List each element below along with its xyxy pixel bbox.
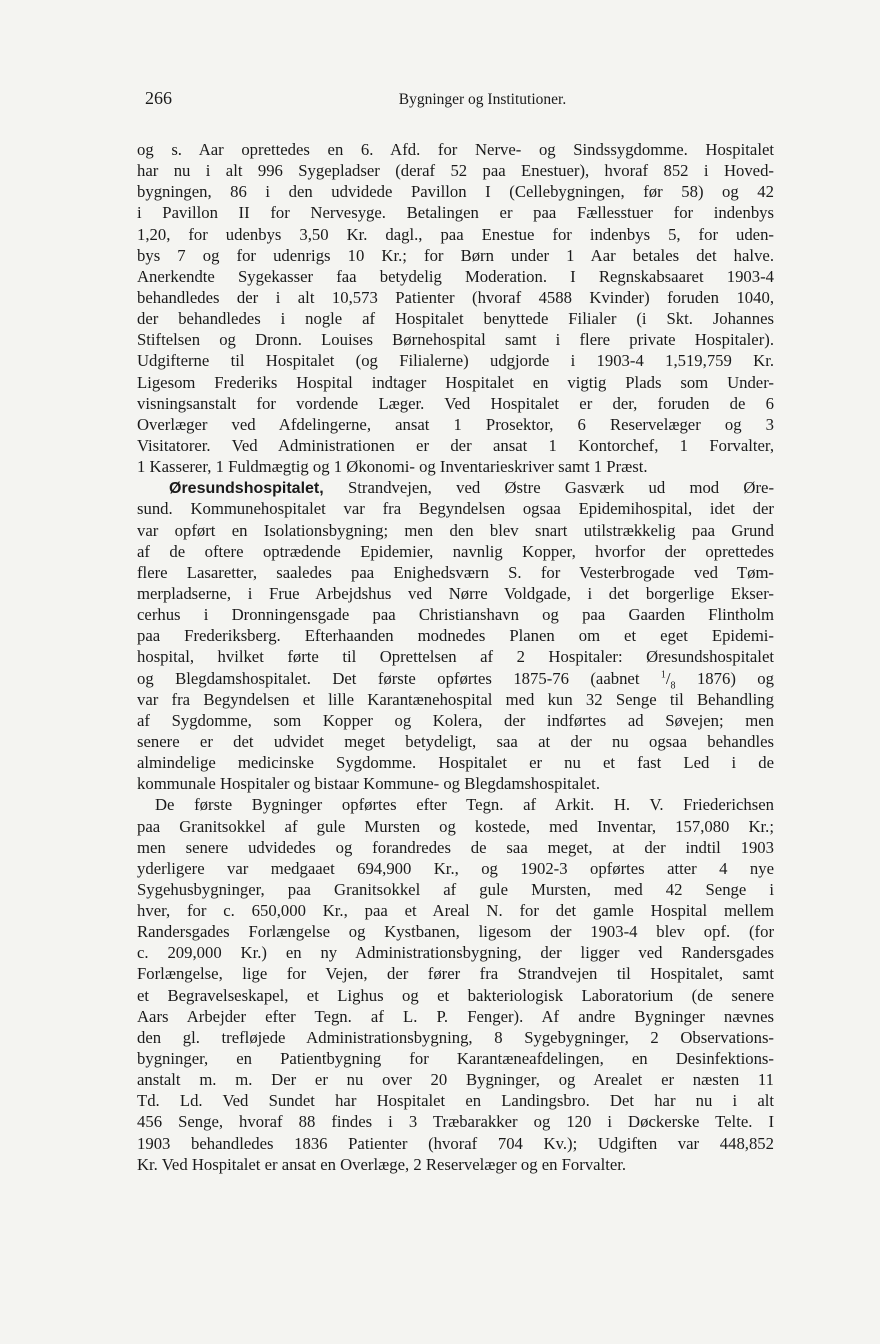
text-line: Stiftelsen og Dronn. Louises Børnehospital samt i flere private Hospitaler). [137, 330, 774, 350]
text-line: Randersgades Forlængelse og Kystbanen, ligesom der 1903-4 blev opf. (for [137, 922, 774, 942]
heading-line-rest: Strandvejen, ved Østre Gasværk ud mod Øre- [323, 478, 774, 498]
line-part: og Blegdamshospitalet. Det første opførtes 1875-76 (aabnet [137, 668, 661, 688]
paragraph-oresundshospitalet [137, 477, 774, 794]
text-line: i Pavillon II for Nervesyge. Betalingen er paa Fællesstuer for indenbys [137, 203, 774, 223]
text-line: kommunale Hospitaler og bistaar Kommune- og Blegdamshospitalet. [137, 774, 600, 794]
paragraph-buildings [137, 794, 774, 1175]
text-line: Kr. Ved Hospitalet er ansat en Overlæge, 2 Reservelæger og en Forvalter. [137, 1154, 627, 1174]
text-line: har nu i alt 996 Sygepladser (deraf 52 paa Enestuer), hvoraf 852 i Hoved- [137, 161, 774, 181]
page-header [145, 88, 780, 112]
text-line: Anerkendte Sygekasser faa betydelig Moderation. I Regnskabsaaret 1903-4 [137, 266, 774, 286]
text-line: var opført en Isolationsbygning; men den blev snart utilstrækkelig paa Grund [137, 520, 774, 540]
text-line: cerhus i Dronningensgade paa Christianshavn og paa Gaarden Flintholm [137, 605, 774, 625]
text-line: Ligesom Frederiks Hospital indtager Hospitalet en vigtig Plads som Under- [137, 372, 774, 392]
text-line: Aars Arbejder efter Tegn. af L. P. Fenger). Af andre Bygninger nævnes [137, 1006, 774, 1026]
text-line: paa Granitsokkel af gule Mursten og kostede, med Inventar, 157,080 Kr.; [137, 816, 774, 836]
text-line: Visitatorer. Ved Administrationen er der ansat 1 Kontorchef, 1 Forvalter, [137, 435, 774, 455]
page-number: 266 [145, 88, 172, 108]
text-line: den gl. trefløjede Administrationsbygning, 8 Sygebygninger, 2 Observations- [137, 1027, 774, 1047]
text-line: senere er det udvidet meget betydeligt, saa at der nu ogsaa behandles [137, 731, 774, 751]
text-line: og Blegdamshospitalet. Det første opførtes 1875-76 (aabnet $^1/_8$ 1876) og [137, 668, 774, 691]
text-line: bygninger, en Patientbygning for Karantæneafdelingen, en Desinfektions- [137, 1049, 774, 1069]
text-line: og s. Aar oprettedes en 6. Afd. for Nerve- og Sindssygdomme. Hospitalet [137, 140, 774, 159]
text-line: De første Bygninger opførtes efter Tegn. af Arkit. H. V. Friederichsen [155, 795, 774, 815]
text-line: 1,20, for udenbys 3,50 Kr. dagl., paa Enestue for indenbys 5, for uden- [137, 224, 774, 244]
text-line: merpladserne, i Frue Arbejdshus ved Nørre Voldgade, i det borgerlige Ekser- [137, 583, 774, 603]
text-line: af Sygdomme, som Kopper og Kolera, der indførtes ad Søvejen; men [137, 710, 774, 730]
fraction-denominator: 8 [670, 679, 676, 691]
text-line: var fra Begyndelsen et lille Karantænehospital med kun 32 Senge til Behandling [137, 689, 774, 709]
text-line: 456 Senge, hvoraf 88 findes i 3 Træbarakker og 120 i Døckerske Telte. I [137, 1112, 774, 1132]
text-line: Td. Ld. Ved Sundet har Hospitalet en Landingsbro. Det har nu i alt [137, 1091, 774, 1111]
text-line: af de oftere optrædende Epidemier, navnlig Kopper, hvorfor der oprettedes [137, 541, 774, 561]
text-line: Forlængelse, lige for Vejen, der fører fra Strandvejen til Hospitalet, samt [137, 964, 774, 984]
text-line: Overlæger ved Afdelingerne, ansat 1 Prosektor, 6 Reservelæger og 3 [137, 414, 774, 434]
text-line: 1 Kasserer, 1 Fuldmægtig og 1 Økonomi- og Inventarieskriver samt 1 Præst. [137, 457, 648, 477]
text-line: Sygehusbygninger, paa Granitsokkel af gule Mursten, med 42 Senge i [137, 879, 774, 899]
section-heading: Øresundshospitalet, [169, 480, 324, 498]
text-line: paa Frederiksberg. Efterhaanden modnedes Planen om et eget Epidemi- [137, 626, 774, 646]
text-line: bys 7 og for udenrigs 10 Kr.; for Børn under 1 Aar betales det halve. [137, 245, 774, 265]
text-line: flere Lasaretter, saaledes paa Enighedsværn S. for Vesterbrogade ved Tøm- [137, 562, 774, 582]
text-line [137, 477, 774, 498]
running-title: Bygninger og Institutioner. [398, 91, 567, 108]
text-line: sund. Kommunehospitalet var fra Begyndelsen ogsaa Epidemihospital, idet der [137, 499, 774, 519]
text-line: 1903 behandledes 1836 Patienter (hvoraf 704 Kv.); Udgiften var 448,852 [137, 1133, 774, 1153]
text-line: Udgifterne til Hospitalet (og Filialerne) udgjorde i 1903-4 1,519,759 Kr. [137, 351, 774, 371]
paragraph-rigshospital [137, 139, 774, 477]
text-line: bygningen, 86 i den udvidede Pavillon I (Cellebygningen, før 58) og 42 [137, 182, 774, 202]
text-line: men senere udvidedes og forandredes de saa meget, at der indtil 1903 [137, 837, 774, 857]
text-line: hver, for c. 650,000 Kr., paa et Areal N. for det gamle Hospital mellem [137, 901, 774, 921]
text-line: et Begravelseskapel, et Lighus og et bakteriologisk Laboratorium (de senere [137, 985, 774, 1005]
body-text [137, 139, 774, 1175]
text-line: visningsanstalt for vordende Læger. Ved Hospitalet er der, foruden de 6 [137, 393, 774, 413]
text-line: c. 209,000 Kr.) en ny Administrationsbygning, der ligger ved Randersgades [137, 943, 774, 963]
text-line: almindelige medicinske Sygdomme. Hospitalet er nu et fast Led i de [137, 753, 774, 773]
line-part: 1876) og [675, 668, 774, 688]
fraction-numerator: 1 [660, 668, 666, 680]
text-line: der behandledes i nogle af Hospitalet benyttede Filialer (i Skt. Johannes [137, 309, 774, 329]
text-line: behandledes der i alt 10,573 Patienter (hvoraf 4588 Kvinder) foruden 1040, [137, 287, 774, 307]
text-line: anstalt m. m. Der er nu over 20 Bygninger, og Arealet er næsten 11 [137, 1070, 774, 1090]
text-line: hospital, hvilket førte til Oprettelsen af 2 Hospitaler: Øresundshospitalet [137, 647, 774, 667]
text-line: yderligere var medgaaet 694,900 Kr., og 1902-3 opførtes atter 4 nye [137, 858, 774, 878]
